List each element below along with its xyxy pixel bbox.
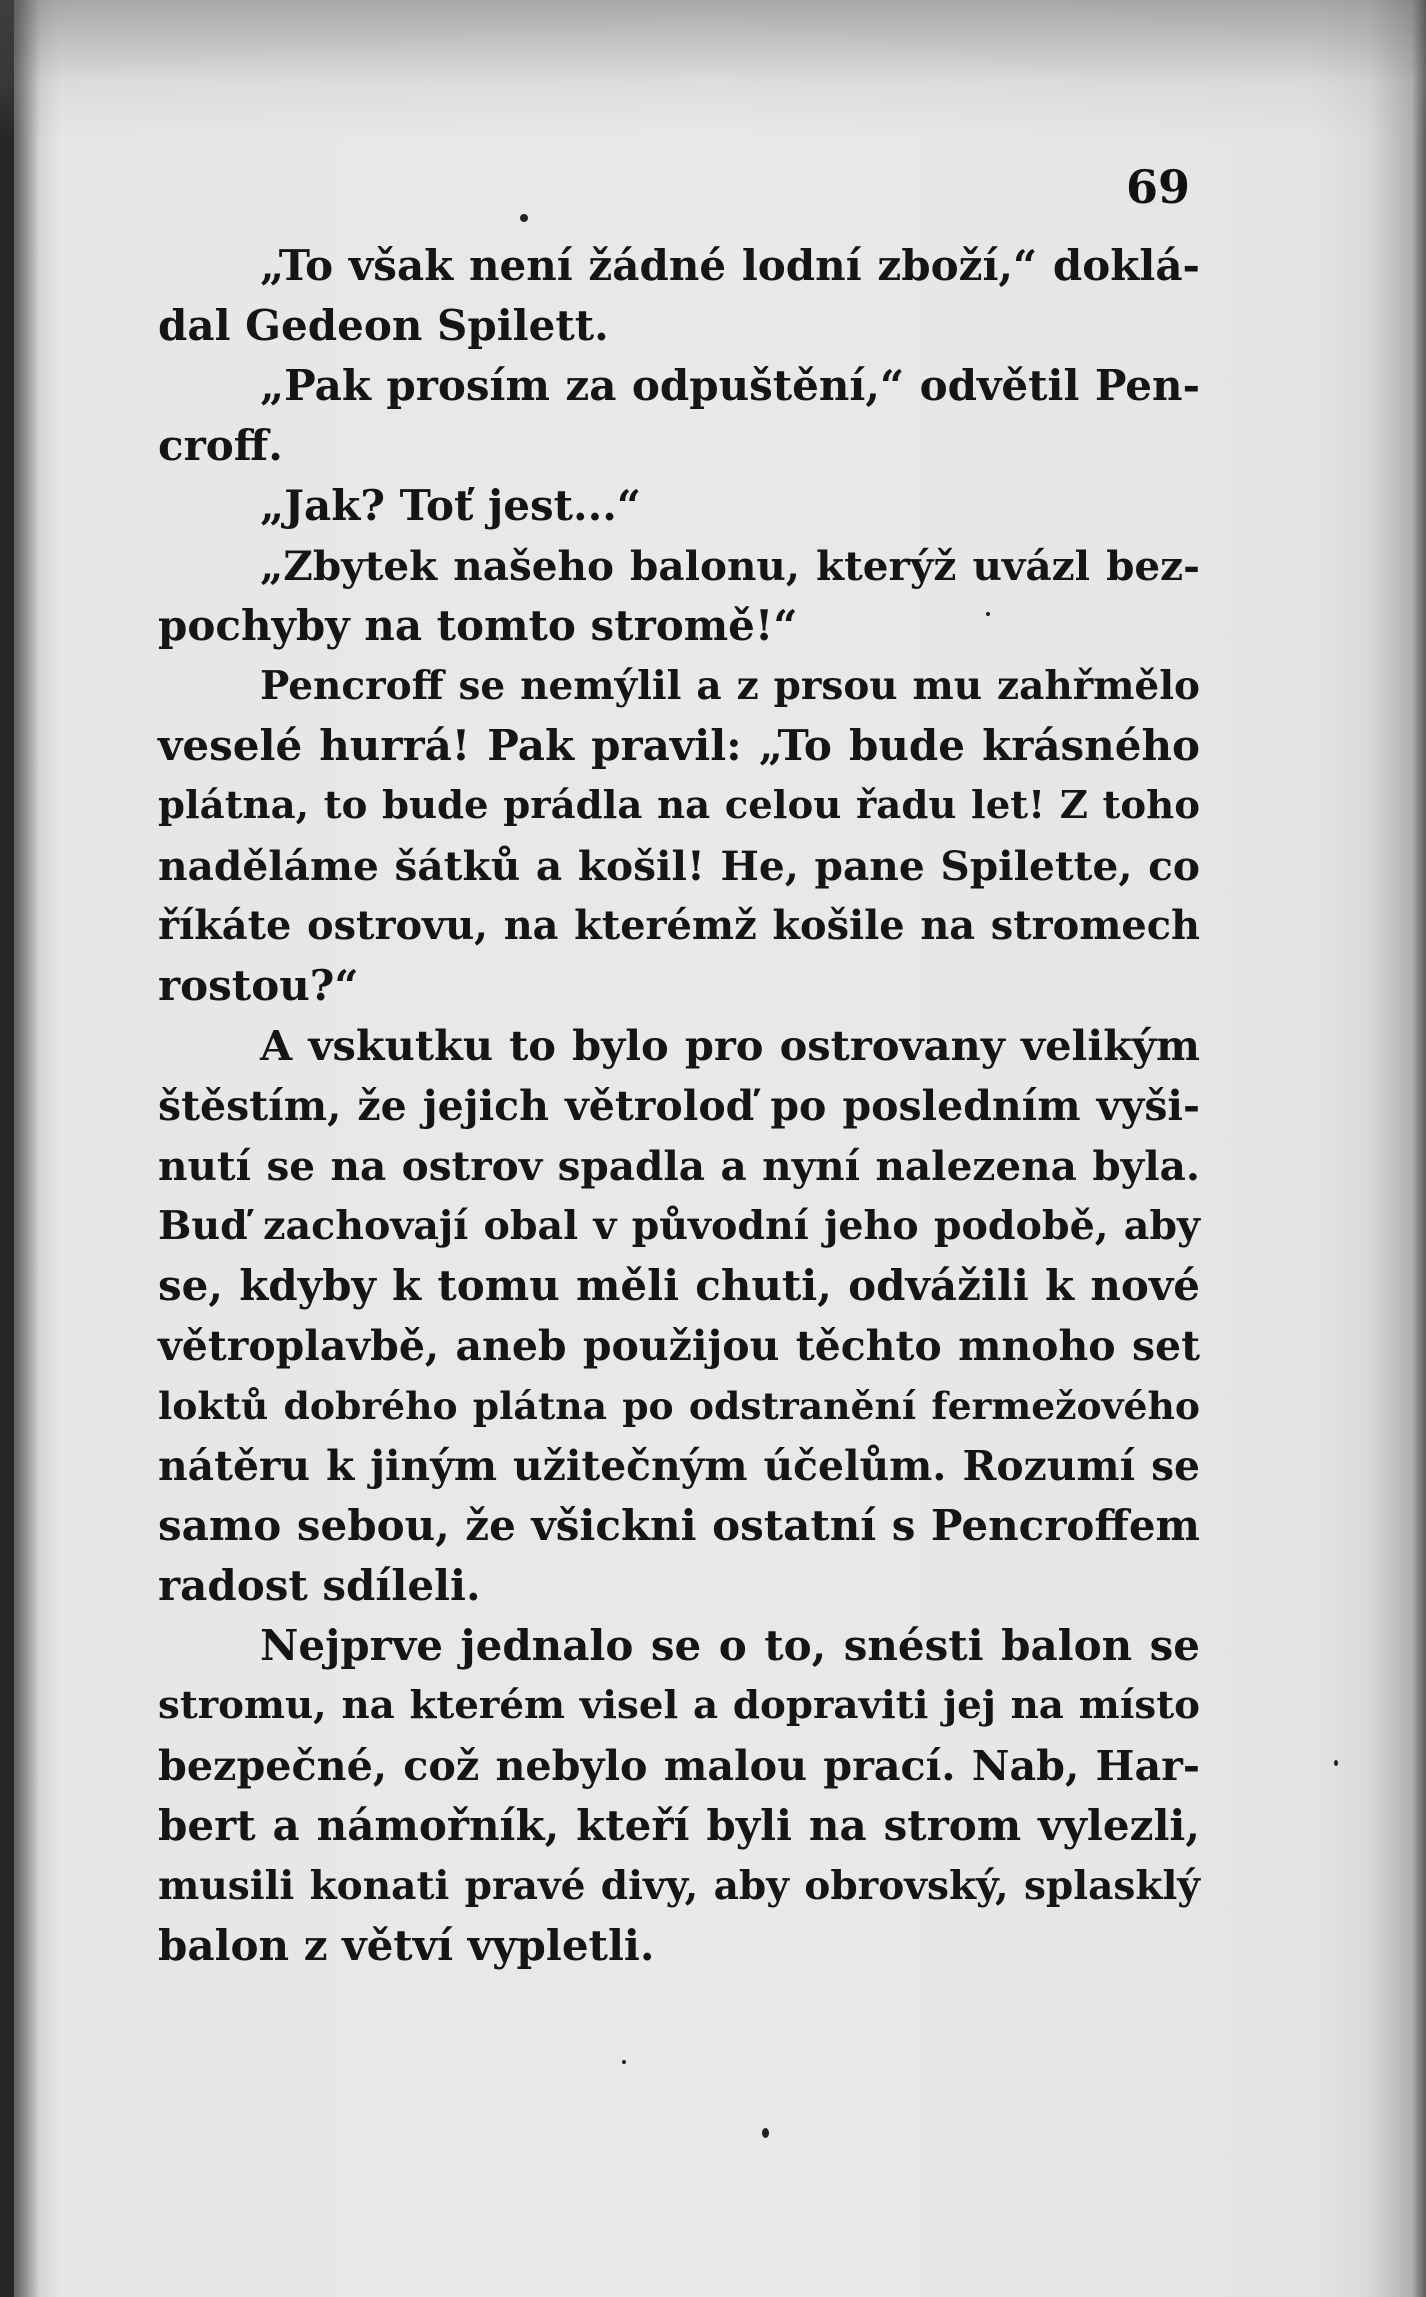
text-line: Buď zachovají obal v původní jeho podobě, aby (158, 1203, 1200, 1249)
scan-speck (520, 214, 528, 222)
text-line: říkáte ostrovu, na kterémž košile na stromech (158, 903, 1200, 949)
body-text (158, 236, 1200, 1976)
text-line: Pencroff se nemýlil a z prsou mu zahřmělo (260, 663, 1200, 709)
text-line: Nejprve jednalo se o to, snésti balon se (260, 1621, 1200, 1670)
text-line: se, kdyby k tomu měli chuti, odvážili k nové (158, 1261, 1200, 1310)
text-line: stromu, na kterém visel a dopraviti jej na místo (158, 1683, 1200, 1728)
text-line: croff. (158, 421, 283, 470)
scan-speck (986, 612, 990, 616)
text-line: musili konati pravé divy, aby obrovský, splasklý (158, 1863, 1200, 1909)
page-binding-edge (0, 0, 14, 2297)
text-line: pochyby na tomto stromě!“ (158, 601, 798, 650)
text-line: dal Gedeon Spilett. (158, 301, 609, 350)
text-line: nátěru k jiným užitečným účelům. Rozumí se (158, 1442, 1200, 1490)
text-line: radost sdíleli. (158, 1561, 481, 1610)
text-line: „To však není žádné lodní zboží,“ doklá- (260, 241, 1200, 290)
text-line: štěstím, že jejich větroloď po posledním vyši- (158, 1081, 1200, 1130)
text-line: A vskutku to bylo pro ostrovany velikým (260, 1021, 1200, 1070)
text-line: plátna, to bude prádla na celou řadu let! Z toho (158, 783, 1200, 828)
text-line: rostou?“ (158, 961, 359, 1010)
text-line: nutí se na ostrov spadla a nyní nalezena byla. (158, 1142, 1200, 1190)
text-line: loktů dobrého plátna po odstranění fermežového (158, 1384, 1200, 1428)
scan-speck (762, 2128, 769, 2138)
page-top-shadow (0, 0, 1426, 140)
text-line: samo sebou, že všickni ostatní s Pencroffem (158, 1501, 1200, 1550)
scan-speck (1334, 1760, 1338, 1766)
text-line: naděláme šátků a košil! He, pane Spilette, co (158, 842, 1200, 890)
text-line: bezpečné, což nebylo malou prací. Nab, Har- (158, 1741, 1200, 1790)
page-number: 69 (1125, 160, 1190, 214)
text-line: bert a námořník, kteří byli na strom vylezli, (158, 1801, 1200, 1850)
scan-speck (622, 2060, 626, 2064)
text-line: balon z větví vypletli. (158, 1921, 655, 1970)
text-line: větroplavbě, aneb použijou těchto mnoho set (158, 1322, 1200, 1370)
text-line: veselé hurrá! Pak pravil: „To bude krásného (158, 721, 1200, 770)
text-line: „Jak? Toť jest...“ (260, 481, 642, 530)
text-line: „Pak prosím za odpuštění,“ odvětil Pen- (260, 361, 1200, 410)
text-line: „Zbytek našeho balonu, kterýž uvázl bez- (260, 542, 1200, 590)
